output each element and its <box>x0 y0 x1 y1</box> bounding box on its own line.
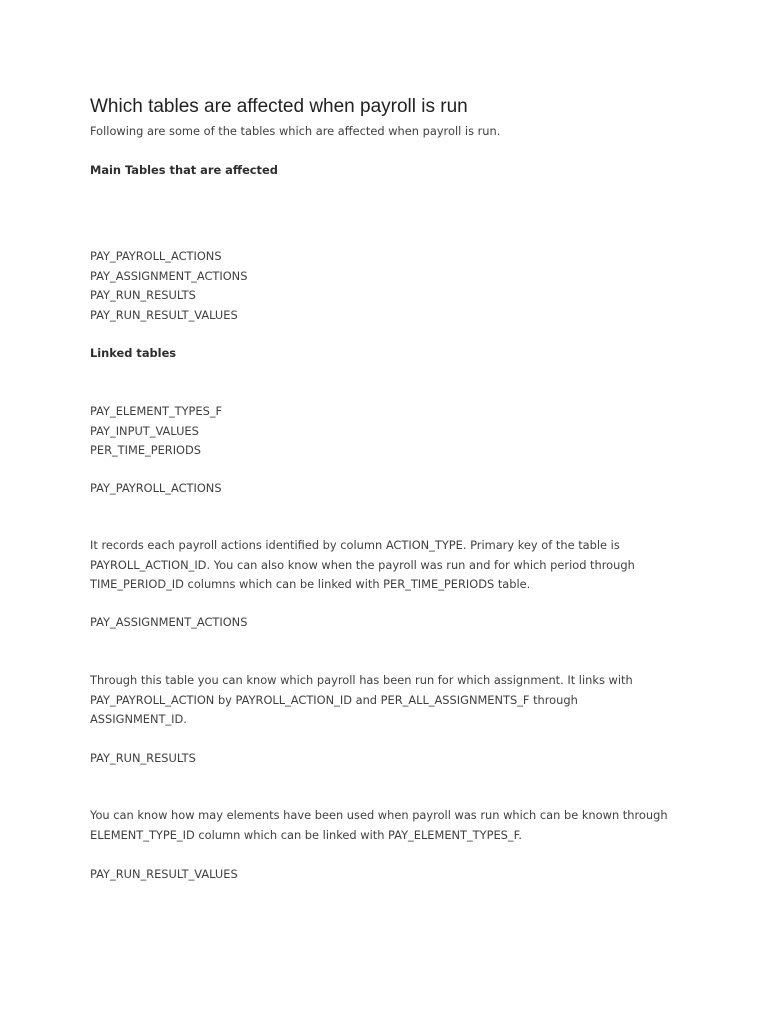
paragraph-line: ELEMENT_TYPE_ID column which can be linked with PAY_ELEMENT_TYPES_F. <box>90 827 522 842</box>
list-item: PAY_ASSIGNMENT_ACTIONS <box>90 268 248 283</box>
paragraph-line: It records each payroll actions identified by column ACTION_TYPE. Primary key of the table is <box>90 538 620 552</box>
list-item: PAY_RUN_RESULTS <box>90 288 196 302</box>
section-text-assignment-actions <box>90 671 680 730</box>
linked-tables-heading: Linked tables <box>90 346 177 360</box>
list-item: PAY_ELEMENT_TYPES_F <box>90 404 223 418</box>
linked-tables-list <box>90 402 222 461</box>
paragraph-line: You can know how may elements have been used when payroll was run which can be known through <box>90 808 668 822</box>
section-heading-assignment-actions: PAY_ASSIGNMENT_ACTIONS <box>90 615 248 629</box>
intro-text: Following are some of the tables which are affected when payroll is run. <box>90 124 501 138</box>
paragraph-line: PAYROLL_ACTION_ID. You can also know when the payroll was run and for which period through <box>90 557 635 572</box>
main-tables-heading: Main Tables that are affected <box>90 163 278 177</box>
list-item: PAY_RUN_RESULT_VALUES <box>90 307 238 322</box>
paragraph-line: Through this table you can know which payroll has been run for which assignment. It links with <box>90 673 633 687</box>
section-heading-run-results: PAY_RUN_RESULTS <box>90 751 196 765</box>
list-item: PAY_INPUT_VALUES <box>90 423 199 438</box>
paragraph-line: ASSIGNMENT_ID. <box>90 712 187 726</box>
section-heading-payroll-actions: PAY_PAYROLL_ACTIONS <box>90 481 222 495</box>
main-tables-list <box>90 247 247 325</box>
paragraph-line: TIME_PERIOD_ID columns which can be linked with PER_TIME_PERIODS table. <box>90 577 531 591</box>
list-item: PAY_PAYROLL_ACTIONS <box>90 249 222 263</box>
paragraph-line: PAY_PAYROLL_ACTION by PAYROLL_ACTION_ID and PER_ALL_ASSIGNMENTS_F through <box>90 692 578 707</box>
section-text-run-results <box>90 806 680 845</box>
section-text-payroll-actions <box>90 536 680 595</box>
section-heading-run-result-values: PAY_RUN_RESULT_VALUES <box>90 867 238 881</box>
page-title: Which tables are affected when payroll is run <box>90 96 468 117</box>
list-item: PER_TIME_PERIODS <box>90 443 202 457</box>
